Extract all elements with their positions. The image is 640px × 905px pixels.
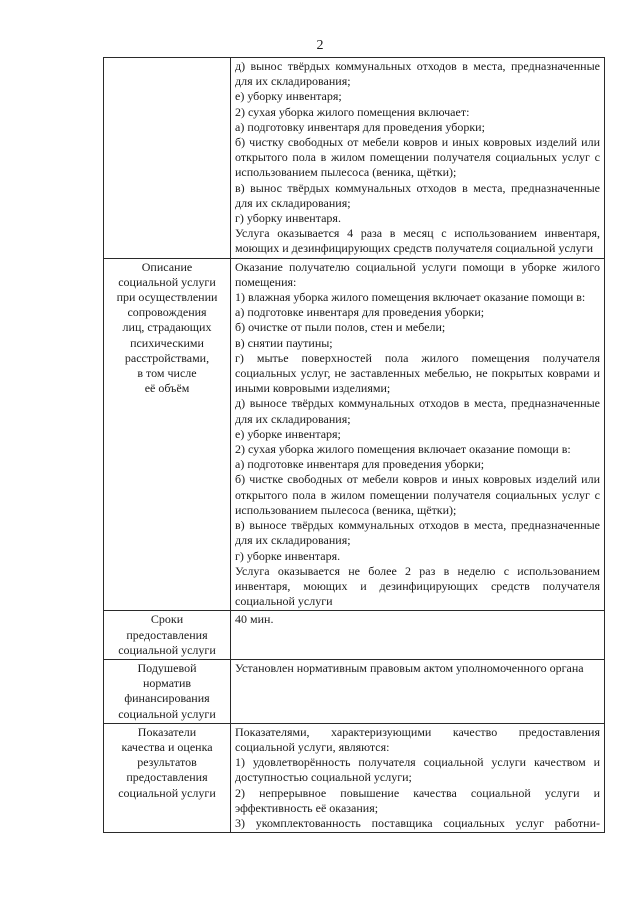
- label-line: норматив: [142, 676, 192, 691]
- label-line: социальной услуги: [118, 706, 216, 721]
- paragraph: в) выносе твёрдых коммунальных отходов в места, предназначенные для их складирования;: [235, 518, 600, 548]
- paragraph: 3) укомплектованность поставщика социальных услуг работни-: [235, 815, 600, 830]
- services-table: [103, 57, 605, 833]
- paragraph: Показателями, характеризующими качество предоставления социальной услуги, являются:: [235, 724, 600, 754]
- label-line: Сроки: [150, 612, 184, 627]
- label-line: финансирования: [124, 691, 210, 706]
- row-content-quality: [231, 723, 605, 832]
- paragraph: г) уборке инвентаря.: [235, 548, 341, 563]
- label-line: социальной услуги: [118, 785, 216, 800]
- row-label-financing: [104, 659, 231, 723]
- row-label-empty: [104, 58, 231, 259]
- page-number: 2: [316, 38, 324, 53]
- paragraph: 40 мин.: [235, 612, 274, 627]
- paragraph: е) уборку инвентаря;: [235, 89, 342, 104]
- paragraph: Оказание получателю социальной услуги помощи в уборке жилого помещения:: [235, 259, 600, 289]
- paragraph: д) выносе твёрдых коммунальных отходов в места, предназначенные для их складирования;: [235, 396, 600, 426]
- label-line: предоставления: [126, 627, 208, 642]
- paragraph: 2) непрерывное повышение качества социальной услуги и эффективность её оказания;: [235, 785, 600, 815]
- paragraph: Услуга оказывается не более 2 раз в неделю с использованием инвентаря, моющих и дезинфицирующих средств получателя социальной услуги: [235, 563, 600, 609]
- paragraph: б) чистку свободных от мебели ковров и иных ковровых изделий или открытого пола в жилом помещении получателя социальных услуг с использованием пылесоса (веника, щётки);: [235, 135, 600, 180]
- paragraph: г) уборку инвентаря.: [235, 211, 341, 226]
- label-line: Описание: [141, 259, 193, 274]
- label-line: при осуществлении: [116, 290, 218, 305]
- label-line: социальной услуги: [118, 642, 216, 657]
- paragraph: Услуга оказывается 4 раза в месяц с использованием инвентаря, моющих и дезинфицирующих средств получателя социальной услуги: [235, 226, 600, 256]
- table-row: [104, 723, 605, 832]
- label-line: предоставления: [126, 770, 208, 785]
- paragraph: 1) удовлетворённость получателя социальной услуги качеством и доступностью социальной услуги;: [235, 755, 600, 785]
- paragraph: д) вынос твёрдых коммунальных отходов в места, предназначенные для их складирования;: [235, 59, 600, 89]
- label-line: Подушевой: [137, 660, 197, 675]
- label-line: Показатели: [137, 724, 197, 739]
- paragraph: 2) сухая уборка жилого помещения включает:: [235, 104, 470, 119]
- paragraph: Установлен нормативным правовым актом уполномоченного органа: [235, 660, 584, 675]
- table-row: [104, 659, 605, 723]
- paragraph: в) вынос твёрдых коммунальных отходов в места, предназначенные для их складирования;: [235, 180, 600, 210]
- label-line: сопровождения: [127, 305, 207, 320]
- row-content-financing: [231, 659, 605, 723]
- table-row: [104, 58, 605, 259]
- label-line: её объём: [144, 381, 190, 396]
- row-content-description: [231, 258, 605, 611]
- row-label-quality: [104, 723, 231, 832]
- label-line: социальной услуги: [118, 274, 216, 289]
- table-row: [104, 611, 605, 660]
- label-line: расстройствами,: [124, 350, 210, 365]
- paragraph: 2) сухая уборка жилого помещения включает оказание помощи в:: [235, 442, 571, 457]
- paragraph: 1) влажная уборка жилого помещения включает оказание помощи в:: [235, 290, 586, 305]
- label-line: качества и оценка: [121, 739, 213, 754]
- label-line: результатов: [137, 755, 197, 770]
- label-line: психическими: [130, 335, 204, 350]
- row-label-description: [104, 258, 231, 611]
- paragraph: а) подготовку инвентаря для проведения уборки;: [235, 119, 485, 134]
- label-line: лиц, страдающих: [122, 320, 212, 335]
- label-line: в том числе: [137, 366, 197, 381]
- paragraph: г) мытье поверхностей пола жилого помещения получателя социальных услуг, не заставленных мебелью, не покрытых коврами и иными ковровыми изделиями;: [235, 350, 600, 396]
- paragraph: а) подготовке инвентаря для проведения уборки;: [235, 305, 485, 320]
- paragraph: а) подготовке инвентаря для проведения уборки;: [235, 457, 485, 472]
- paragraph: е) уборке инвентаря;: [235, 426, 341, 441]
- row-label-terms: [104, 611, 231, 660]
- paragraph: в) снятии паутины;: [235, 335, 333, 350]
- row-content-continued: [231, 58, 605, 259]
- row-content-terms: [231, 611, 605, 660]
- paragraph: б) очистке от пыли полов, стен и мебели;: [235, 320, 446, 335]
- table-row: [104, 258, 605, 611]
- paragraph: б) чистке свободных от мебели ковров и иных ковровых изделий или открытого пола в жилом помещении получателя социальных услуг с использованием пылесоса (веника, щётки);: [235, 472, 600, 517]
